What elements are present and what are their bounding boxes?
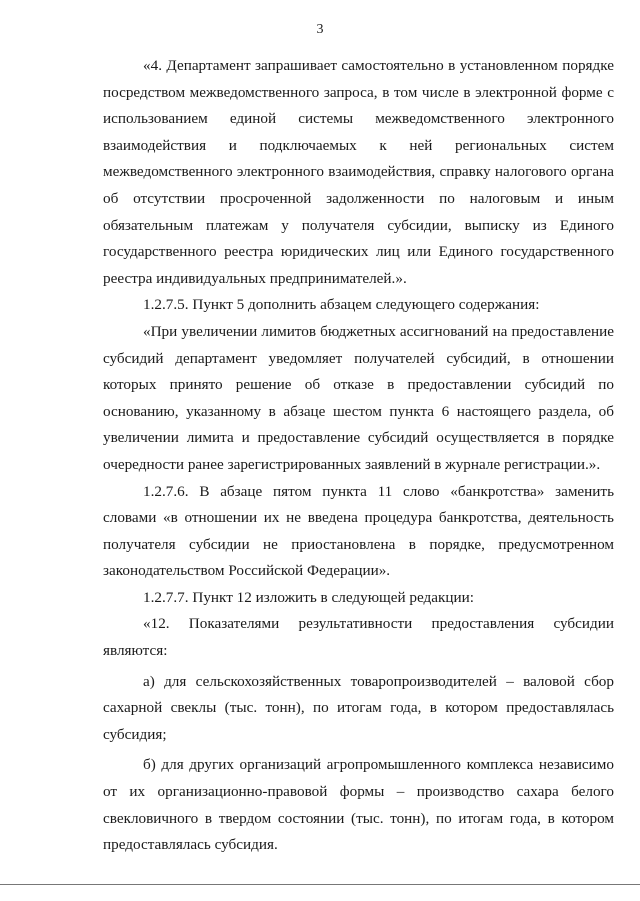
paragraph-clause-4: «4. Департамент запрашивает самостоятельно в установленном порядке посредством межведомственного запроса, в том числе в электронной форме с использованием единой системы межведомственного электронного взаимодействия и подключаемых к ней региональных систем межведомственного электронного взаимодействия, справку налогового органа об отсутствии просроченной задолженности по налоговым и иным обязательным платежам у получателя субсидии, выписку из Единого государственного реестра юридических лиц или Единого государственного реестра индивидуальных предпринимателей.». bbox=[103, 57, 614, 287]
paragraph-clause-12: «12. Показателями результативности предоставления субсидии являются: bbox=[103, 615, 614, 660]
paragraph-1-2-7-6: 1.2.7.6. В абзаце пятом пункта 11 слово «банкротства» заменить словами «в отношении их не введена процедура банкротства, деятельность получателя субсидии не приостановлена в порядке, предусмотренном законодательством Российской Федерации». bbox=[103, 482, 614, 580]
paragraph-1-2-7-5: 1.2.7.5. Пункт 5 дополнить абзацем следующего содержания: bbox=[143, 296, 540, 314]
paragraph-item-a: а) для сельскохозяйственных товаропроизводителей – валовой сбор сахарной свеклы (тыс. тонн), по итогам года, в котором предоставлялась субсидия; bbox=[103, 672, 614, 743]
paragraph-1-2-7-7: 1.2.7.7. Пункт 12 изложить в следующей редакции: bbox=[143, 588, 474, 606]
page-number: 3 bbox=[316, 22, 324, 37]
paragraph-budget-limits: «При увеличении лимитов бюджетных ассигнований на предоставление субсидий департамент уведомляет получателей субсидий, в отношении которых принято решение об отказе в предоставлении субсидий по основанию, указанному в абзаце шестом пункта 6 настоящего раздела, об увеличении лимита и предоставление субсидий осуществляется в порядке очередности ранее зарегистрированных заявлений в журнале регистрации.». bbox=[103, 322, 614, 473]
bottom-divider bbox=[0, 884, 640, 885]
document-body bbox=[103, 53, 614, 859]
paragraph-item-b: б) для других организаций агропромышленного комплекса независимо от их организационно-правовой формы – производство сахара белого свекловичного в твердом состоянии (тыс. тонн), по итогам года, в котором предоставлялась субсидия. bbox=[103, 756, 614, 854]
